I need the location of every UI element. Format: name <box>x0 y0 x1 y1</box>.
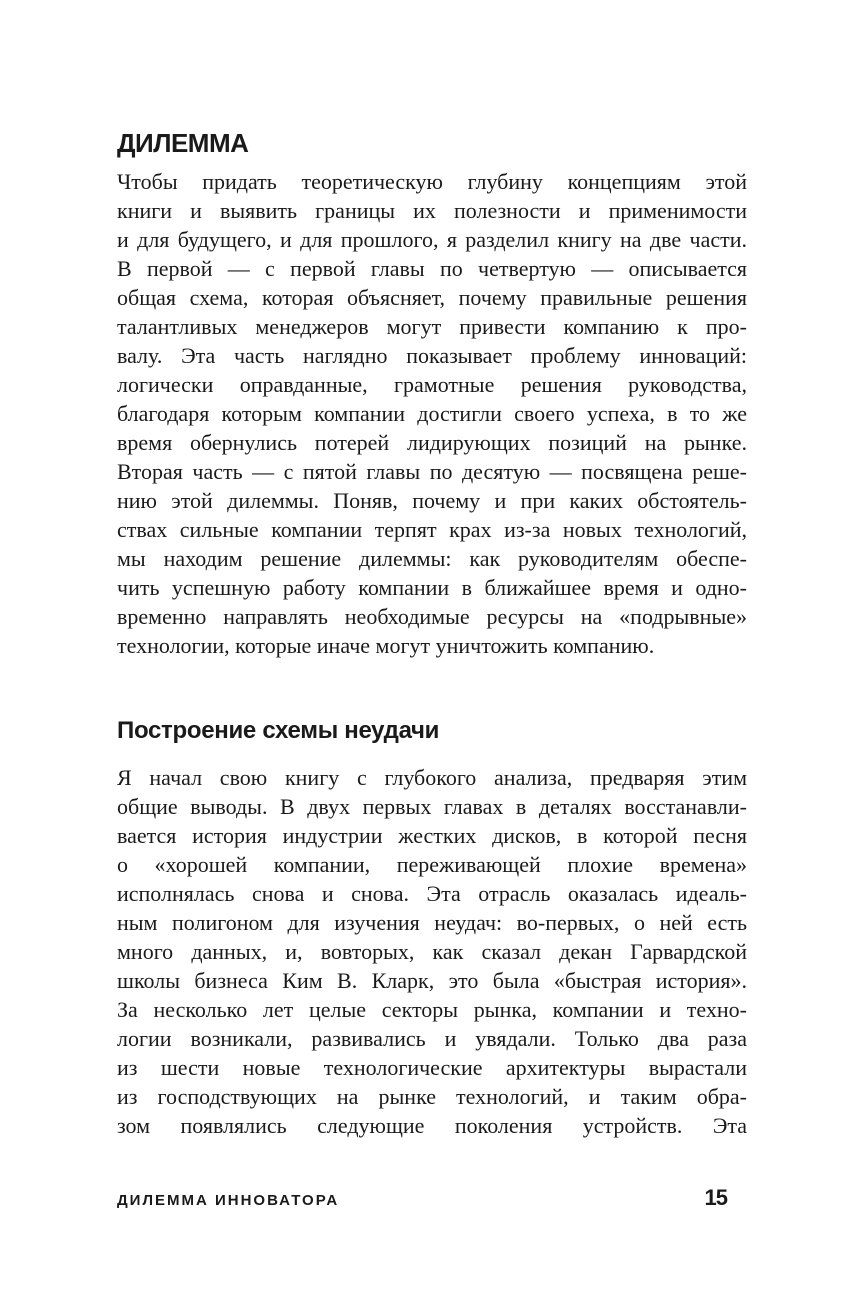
text-line: мы находим решение дилеммы: как руководителям обеспе- <box>117 546 747 571</box>
text-line: чить успешную работу компании в ближайшее время и одно- <box>117 575 747 600</box>
text-line: временно направлять необходимые ресурсы на «подрывные» <box>117 604 747 629</box>
page-number: 15 <box>704 1185 727 1210</box>
text-line: исполнялась снова и снова. Эта отрасль оказалась идеаль- <box>117 881 747 906</box>
text-line: валу. Эта часть наглядно показывает проблему инноваций: <box>117 343 747 368</box>
text-line: время обернулись потерей лидирующих позиций на рынке. <box>117 430 747 455</box>
intro-paragraph <box>117 167 747 660</box>
text-line: логии возникали, развивались и увядали. Только два раза <box>117 1026 747 1051</box>
body-paragraph <box>117 763 747 1140</box>
text-line: благодаря которым компании достигли своего успеха, в то же <box>117 401 747 426</box>
section-heading: ДИЛЕММА <box>117 128 249 158</box>
text-line: много данных, и, вовторых, как сказал декан Гарвардской <box>117 939 747 964</box>
text-line: книги и выявить границы их полезности и применимости <box>117 198 747 223</box>
text-line: о «хорошей компании, переживающей плохие времена» <box>117 852 747 877</box>
running-title: ДИЛЕММА ИННОВАТОРА <box>117 1192 340 1209</box>
text-line: логически оправданные, грамотные решения руководства, <box>117 372 747 397</box>
text-line: вается история индустрии жестких дисков, в которой песня <box>117 823 747 848</box>
text-line: В первой — с первой главы по четвертую — описывается <box>117 256 747 281</box>
text-line: школы бизнеса Ким В. Кларк, это была «быстрая история». <box>117 968 747 993</box>
text-line: зом появлялись следующие поколения устройств. Эта <box>117 1113 747 1138</box>
text-line: нию этой дилеммы. Поняв, почему и при каких обстоятель- <box>117 488 747 513</box>
text-line: из шести новые технологические архитектуры вырастали <box>117 1055 747 1080</box>
text-line: талантливых менеджеров могут привести компанию к про- <box>117 314 747 339</box>
text-line: Вторая часть — с пятой главы по десятую — посвящена реше- <box>117 459 747 484</box>
text-line: из господствующих на рынке технологий, и таким обра- <box>117 1084 747 1109</box>
text-line: За несколько лет целые секторы рынка, компании и техно- <box>117 997 747 1022</box>
text-line: общие выводы. В двух первых главах в деталях восстанавли- <box>117 794 747 819</box>
text-line: Я начал свою книгу с глубокого анализа, предваряя этим <box>117 765 747 790</box>
text-line: ным полигоном для изучения неудач: во-первых, о ней есть <box>117 910 747 935</box>
text-line: ствах сильные компании терпят крах из-за новых технологий, <box>117 517 747 542</box>
text-line: технологии, которые иначе могут уничтожить компанию. <box>117 633 655 658</box>
text-line: общая схема, которая объясняет, почему правильные решения <box>117 285 747 310</box>
text-line: Чтобы придать теоретическую глубину концепциям этой <box>117 169 747 194</box>
text-line: и для будущего, и для прошлого, я разделил книгу на две части. <box>117 227 747 252</box>
subsection-heading: Построение схемы неудачи <box>117 717 440 744</box>
